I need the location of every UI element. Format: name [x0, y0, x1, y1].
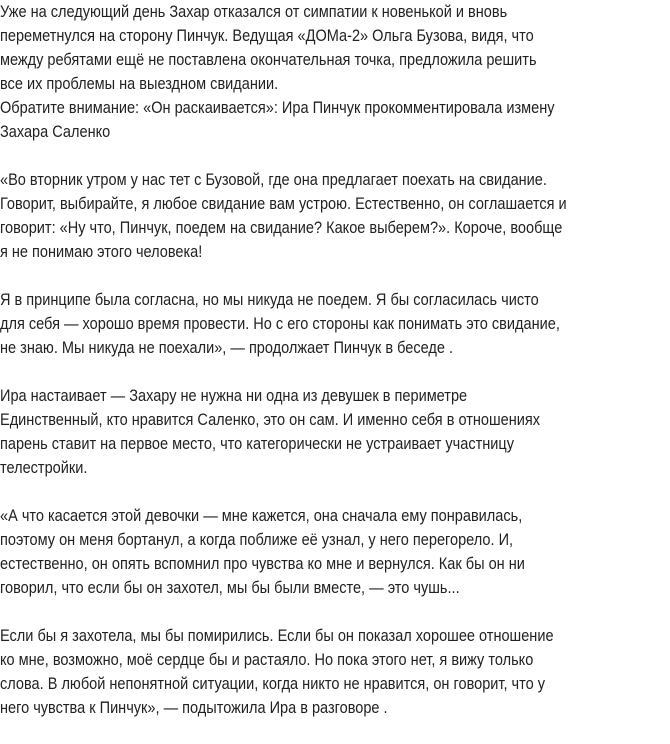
- paragraph-quote-4: [0, 624, 670, 720]
- text-line: «А что касается этой девочки — мне кажется, она сначала ему понравилась,: [0, 506, 523, 525]
- text-line: Если бы я захотела, мы бы помирились. Если бы он показал хорошее отношение: [0, 626, 554, 645]
- text-line: Единственный, кто нравится Саленко, это он сам. И именно себя в отношениях: [0, 410, 541, 429]
- text-line: телестройки.: [0, 458, 88, 477]
- text-line: Ира настаивает — Захару не нужна ни одна из девушек в периметре: [0, 386, 468, 405]
- text-line: парень ставит на первое место, что категорически не устраивает участницу: [0, 434, 515, 453]
- paragraph-intro: [0, 0, 670, 96]
- text-line: Говорит, выбирайте, я любое свидание вам устрою. Естественно, он соглашается и: [0, 194, 567, 213]
- text-line: не знаю. Мы никуда не поехали», — продолжает Пинчук в беседе .: [0, 338, 454, 357]
- text-line: слова. В любой непонятной ситуации, когда никто не нравится, он говорит, что у: [0, 674, 545, 693]
- paragraph-narration: [0, 384, 670, 480]
- text-line: него чувства к Пинчук», — подытожила Ира в разговоре .: [0, 698, 388, 717]
- paragraph-quote-3: [0, 504, 670, 600]
- text-line: говорит: «Ну что, Пинчук, поедем на свидание? Какое выберем?». Короче, вообще: [0, 218, 563, 237]
- text-line: я не понимаю этого человека!: [0, 242, 203, 261]
- text-line: между ребятами ещё не поставлена окончательная точка, предложила решить: [0, 50, 537, 69]
- text-line: естественно, он опять вспомнил про чувства ко мне и вернулся. Как бы он ни: [0, 554, 525, 573]
- text-line: говорил, что если бы он захотел, мы бы были вместе, — это чушь...: [0, 578, 460, 597]
- text-line: Захара Саленко: [0, 122, 111, 141]
- text-line: для себя — хорошо время провести. Но с его стороны как понимать это свидание,: [0, 314, 560, 333]
- text-line: все их проблемы на выездном свидании.: [0, 74, 279, 93]
- text-line: Обратите внимание: «Он раскаивается»: Ира Пинчук прокомментировала измену: [0, 98, 555, 117]
- paragraph-quote-2: [0, 288, 670, 360]
- related-article-link[interactable]: [0, 96, 670, 144]
- text-line: поэтому он меня бортанул, а когда поближе её узнал, у него перегорело. И,: [0, 530, 514, 549]
- text-line: «Во вторник утром у нас тет с Бузовой, где она предлагает поехать на свидание.: [0, 170, 547, 189]
- paragraph-quote-1: [0, 168, 670, 264]
- text-line: Уже на следующий день Захар отказался от симпатии к новенькой и вновь: [0, 2, 508, 21]
- text-line: переметнулся на сторону Пинчук. Ведущая «ДОМа-2» Ольга Бузова, видя, что: [0, 26, 534, 45]
- text-line: ко мне, возможно, моё сердце бы и растаяло. Но пока этого нет, я вижу только: [0, 650, 534, 669]
- text-line: Я в принципе была согласна, но мы никуда не поедем. Я бы согласилась чисто: [0, 290, 539, 309]
